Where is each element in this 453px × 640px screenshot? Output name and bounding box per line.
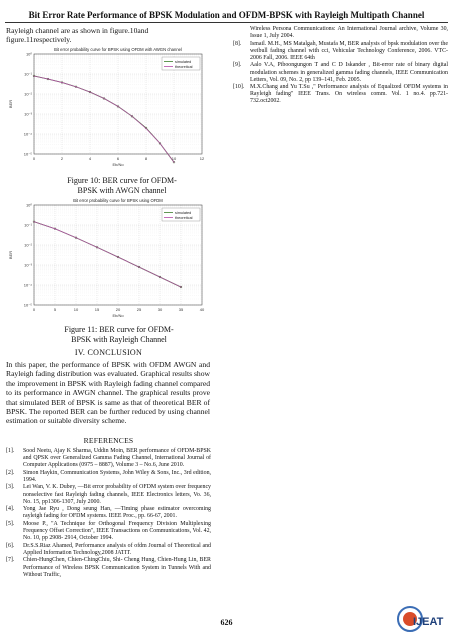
x-axis-label: Eb/No: [112, 162, 124, 167]
reference-item: [6, 484, 211, 505]
reference-item: [6, 521, 211, 542]
reference-item: [6, 448, 211, 469]
legend-label: theoretical: [175, 215, 193, 220]
reference-text: Ismail. M.H., MS Matalgah, Mustafa M, BER analysis of bpsk modulation over the weibull fading channel with cci, Vehicular Technology Conference, 2006. VTC- 2006 Fall, 2006. IEEE 64th: [250, 40, 448, 61]
page-number: 626: [220, 618, 233, 627]
reference-item: [233, 84, 448, 105]
y-axis-label: BER: [8, 250, 13, 260]
figure-10-caption: [62, 176, 182, 195]
x-tick-label: 35: [178, 307, 184, 312]
references-list-right: [233, 26, 448, 106]
x-tick-label: 25: [136, 307, 142, 312]
y-tick-label: 10⁻²: [24, 91, 32, 97]
reference-number: [1].: [6, 448, 15, 454]
reference-text: M.X.Chang and Yu T.Su ," Performance analysis of Equalized OFDM systems in Rayleigh fading" IEEE Trans. On wireless comm. Vol. 1 no.4. pp.721- 732.oct2002.: [250, 84, 448, 105]
y-tick-label: 10⁻⁴: [23, 282, 32, 288]
y-tick-label: 10⁰: [25, 51, 32, 57]
x-tick-label: 6: [116, 156, 120, 161]
x-tick-label: 2: [60, 156, 64, 161]
header-rule: [5, 22, 448, 23]
y-tick-label: 10⁻²: [24, 242, 32, 248]
y-tick-label: 10⁻⁵: [23, 302, 32, 308]
figure-10-chart: [4, 44, 214, 170]
journal-logo: [396, 604, 444, 634]
x-axis-label: Eb/No: [112, 313, 124, 318]
figure-11-caption-text: Figure 11: BER curve for OFDM-BPSK with Rayleigh Channel: [64, 325, 174, 344]
reference-text: Simon Haykin, Communication Systems, John Wiley & Sons, Inc., 3rd edition, 1994.: [23, 469, 211, 483]
reference-text: Wireless Persona Communications: An International Journal archive, Volume 30, Issue 1, July 2004.: [250, 26, 448, 40]
figure-10-caption-text: Figure 10: BER curve for OFDM-BPSK with AWGN channel: [67, 176, 177, 195]
x-tick-label: 20: [115, 307, 121, 312]
conclusion-paragraph: In this paper, the performance of BPSK with OFDM AWGN and Rayleigh fading distribution was evaluated. Graphical results show the improvement in BPSK with Rayleigh fading channel compared to its performance in AWGN channel. The graphical results prove that simulated BER of BPSK is same as that of theoretical BER of BPSK. The reported BER can be further reduced by using channel estimation or suitable diversity scheme.: [6, 360, 210, 426]
running-header: Bit Error Rate Performance of BPSK Modulation and OFDM-BPSK with Rayleigh Multipath Channel: [28, 10, 425, 20]
left-column: [6, 26, 211, 45]
y-tick-label: 10⁻³: [24, 262, 32, 268]
y-tick-label: 10⁻³: [24, 111, 32, 117]
x-tick-label: 0: [32, 156, 36, 161]
intro-paragraph: Rayleigh channel are as shown in figure.10and figure.11respectively.: [6, 26, 149, 45]
x-tick-label: 40: [199, 307, 205, 312]
reference-item: [233, 26, 448, 40]
references-list-left: [6, 448, 211, 579]
reference-item: [6, 506, 211, 520]
legend-label: simulated: [175, 210, 192, 215]
x-tick-label: 8: [144, 156, 148, 161]
logo-text: IJEAT: [413, 616, 444, 628]
x-tick-label: 5: [53, 307, 57, 312]
reference-item: [233, 62, 448, 83]
y-axis-label: BER: [8, 99, 13, 109]
series-line: [34, 76, 174, 162]
x-tick-label: 10: [73, 307, 79, 312]
reference-text: Moose P., "A Technique for Orthogonal Frequency Division Multiplexing Frequency Offset Correction", IEEE Transactions on Communications, Vol. 42, No. 10, pp 2908- 2914, October 1994.: [23, 520, 211, 542]
y-tick-label: 10⁰: [25, 202, 32, 208]
reference-text: Chien-HungChen, Chien-ChingChiu, Shi- Cheng Hung, Chien-Hung Lin, BER Performance of Wireless BPSK Communication System in Tunnels With and Without Traffic,: [23, 557, 211, 578]
reference-number: [10].: [233, 84, 245, 91]
reference-number: [6].: [6, 542, 15, 549]
reference-number: [8].: [233, 40, 242, 47]
legend-label: simulated: [175, 59, 192, 64]
y-tick-label: 10⁻⁴: [23, 131, 32, 137]
references-heading: REFERENCES: [83, 436, 134, 445]
reference-item: [6, 557, 211, 578]
legend-label: theoretical: [175, 64, 193, 69]
reference-number: [5].: [6, 520, 15, 527]
y-tick-label: 10⁻¹: [24, 222, 32, 228]
x-tick-label: 30: [157, 307, 163, 312]
x-tick-label: 12: [199, 156, 205, 161]
reference-number: [3].: [6, 484, 15, 491]
reference-item: [6, 543, 211, 557]
series-line: [34, 76, 174, 162]
reference-text: Lei Wan, V. K. Dubey, ―Bit error probability of OFDM system over frequency nonselective fast Rayleigh fading channels, IEEE Electronics letters, Vo. 36, No. 15, pp1306-1307, July 2000.: [23, 484, 211, 505]
reference-item: [6, 470, 211, 484]
x-tick-label: 10: [171, 156, 177, 161]
reference-item: [233, 41, 448, 62]
reference-number: [4].: [6, 506, 15, 513]
chart-title: Bit error probability curve for BPSK using OFDM with AWGN channel: [54, 47, 182, 52]
x-tick-label: 4: [88, 156, 92, 161]
y-tick-label: 10⁻¹: [24, 71, 32, 77]
figure-11-chart: [4, 195, 214, 321]
y-tick-label: 10⁻⁵: [23, 151, 32, 157]
figure-11-caption: [58, 325, 180, 344]
reference-text: Sood Neetu, Ajay K Sharma, Uddin Moin, BER performance of OFDM-BPSK and QPSK over Generalized Gamma Fading Channel, International Journal of Computer Applications (0975 – 8887), Volume 3 – No.6, June 2010.: [23, 448, 211, 469]
chart-title: Bit error probability curve for BPSK using OFDM: [73, 198, 163, 203]
reference-text: Dr.S.S.Riaz Ahamed, Performance analysis of ofdm Journal of Theoretical and Applied Information Technology,2008 JATIT.: [23, 542, 211, 556]
reference-text: Yong Jae Ryu , Dong seung Han, ―Timing phase estimator overcoming rayleigh fading for OFDM systems. IEEE Proc., pp. 66-67, 2001.: [23, 506, 211, 520]
reference-number: [233, 26, 250, 40]
reference-text: Aalo V.A, Piboongungon T and C D Iskander , Bit-error rate of binary digital modulation schemes in generalized gamma fading channels, IEEE Communication Letters, Vol. 09, No. 2, pp 139–141, Feb. 2005.: [250, 62, 448, 83]
x-tick-label: 15: [94, 307, 100, 312]
reference-number: [9].: [233, 62, 242, 69]
conclusion-heading: IV. CONCLUSION: [74, 348, 143, 357]
reference-number: [7].: [6, 557, 15, 564]
x-tick-label: 0: [32, 307, 36, 312]
reference-number: [2].: [6, 469, 15, 476]
